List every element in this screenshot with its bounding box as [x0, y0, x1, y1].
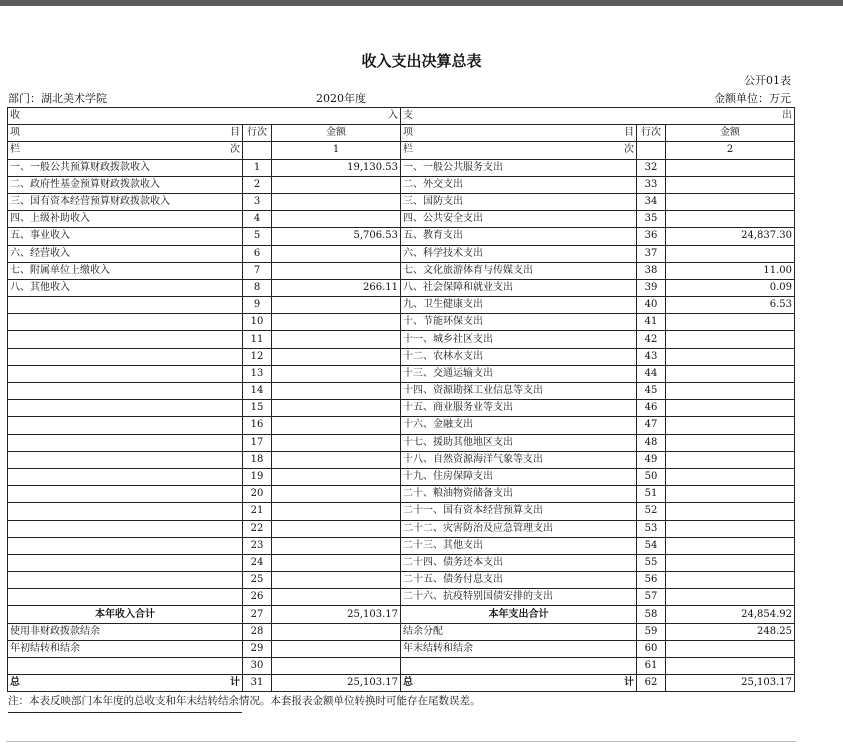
total-row — [8, 675, 795, 692]
income-amount — [272, 314, 401, 331]
expense-item-header: 项 目 — [401, 125, 637, 142]
bottom-divider — [6, 741, 796, 742]
income-amount — [272, 417, 401, 434]
subtotal-row — [8, 606, 795, 623]
income-item — [8, 486, 243, 503]
expense-row-no: 57 — [637, 589, 666, 606]
income-row-no: 17 — [243, 434, 272, 451]
expense-amount: 248.25 — [666, 623, 795, 640]
form-code: 公开01表 — [744, 74, 791, 87]
expense-item: 十八、自然资源海洋气象等支出 — [401, 451, 637, 468]
income-item — [8, 314, 243, 331]
expense-row-no: 40 — [637, 297, 666, 314]
expense-item: 八、社会保障和就业支出 — [401, 279, 637, 296]
expense-row-no: 41 — [637, 314, 666, 331]
income-row-no: 4 — [243, 211, 272, 228]
table-row — [8, 331, 795, 348]
expense-item: 十、节能环保支出 — [401, 314, 637, 331]
expense-amount — [666, 503, 795, 520]
expense-row-no: 32 — [637, 159, 666, 176]
expense-row-no: 61 — [637, 658, 666, 675]
expense-amount — [666, 417, 795, 434]
expense-amount — [666, 640, 795, 657]
income-row-no: 10 — [243, 314, 272, 331]
table-row — [8, 383, 795, 400]
income-row-no: 13 — [243, 365, 272, 382]
expense-row-no: 47 — [637, 417, 666, 434]
expense-col-number: 2 — [666, 142, 795, 159]
expense-amount — [666, 176, 795, 193]
expense-row-no: 50 — [637, 468, 666, 485]
expense-amount — [666, 434, 795, 451]
header-row-section — [8, 108, 795, 125]
footnote-underline — [8, 712, 242, 713]
expense-amount — [666, 486, 795, 503]
expense-row-no: 56 — [637, 572, 666, 589]
income-amount — [272, 520, 401, 537]
expense-amount — [666, 383, 795, 400]
expense-amount — [666, 245, 795, 262]
income-row-no: 30 — [243, 658, 272, 675]
expense-row-no: 42 — [637, 331, 666, 348]
income-amount — [272, 658, 401, 675]
expense-amount — [666, 537, 795, 554]
income-amount — [272, 554, 401, 571]
income-amount — [272, 589, 401, 606]
expense-item: 四、公共安全支出 — [401, 211, 637, 228]
expense-item: 二十三、其他支出 — [401, 537, 637, 554]
income-item — [8, 537, 243, 554]
expense-item: 十三、交通运输支出 — [401, 365, 637, 382]
expense-amount: 24,837.30 — [666, 228, 795, 245]
income-item — [8, 451, 243, 468]
table-row — [8, 554, 795, 571]
expense-amount — [666, 468, 795, 485]
expense-row-no: 35 — [637, 211, 666, 228]
expense-item: 九、卫生健康支出 — [401, 297, 637, 314]
income-item — [8, 554, 243, 571]
income-amount — [272, 434, 401, 451]
income-total-no: 31 — [243, 675, 272, 692]
expense-amount — [666, 400, 795, 417]
income-section-header: 收 入 — [8, 108, 401, 125]
expense-item: 一、一般公共服务支出 — [401, 159, 637, 176]
expense-row-no: 44 — [637, 365, 666, 382]
table-row — [8, 572, 795, 589]
expense-row-no: 46 — [637, 400, 666, 417]
expense-section-header: 支 出 — [401, 108, 795, 125]
header-row-columns — [8, 125, 795, 142]
expense-row-no: 59 — [637, 623, 666, 640]
expense-subtotal-amount: 24,854.92 — [666, 606, 795, 623]
expense-item — [401, 658, 637, 675]
expense-item: 十九、住房保障支出 — [401, 468, 637, 485]
table-row — [8, 400, 795, 417]
expense-row-no: 36 — [637, 228, 666, 245]
income-col-number: 1 — [272, 142, 401, 159]
table-row — [8, 314, 795, 331]
income-amount — [272, 383, 401, 400]
income-row-no: 9 — [243, 297, 272, 314]
expense-row-no: 48 — [637, 434, 666, 451]
income-amount-header: 金额 — [272, 125, 401, 142]
income-rowno-header: 行次 — [243, 125, 272, 142]
income-row-no: 26 — [243, 589, 272, 606]
income-row-no: 7 — [243, 262, 272, 279]
table-row — [8, 486, 795, 503]
income-amount — [272, 503, 401, 520]
expense-item: 十七、援助其他地区支出 — [401, 434, 637, 451]
expense-row-no: 45 — [637, 383, 666, 400]
table-row — [8, 159, 795, 176]
year-label: 2020年度 — [316, 92, 366, 105]
expense-row-no: 55 — [637, 554, 666, 571]
expense-amount: 11.00 — [666, 262, 795, 279]
income-item — [8, 658, 243, 675]
expense-amount — [666, 451, 795, 468]
expense-total-no: 62 — [637, 675, 666, 692]
income-amount — [272, 640, 401, 657]
expense-row-no: 53 — [637, 520, 666, 537]
income-item — [8, 572, 243, 589]
table-row — [8, 434, 795, 451]
budget-table — [7, 107, 795, 692]
expense-item: 十五、商业服务业等支出 — [401, 400, 637, 417]
table-row — [8, 503, 795, 520]
income-row-no: 28 — [243, 623, 272, 640]
table-row — [8, 417, 795, 434]
expense-item: 十一、城乡社区支出 — [401, 331, 637, 348]
expense-amount — [666, 572, 795, 589]
income-row-no: 1 — [243, 159, 272, 176]
income-item: 三、国有资本经营预算财政拨款收入 — [8, 193, 243, 210]
income-row-no: 8 — [243, 279, 272, 296]
income-row-no: 16 — [243, 417, 272, 434]
expense-subtotal-label: 本年支出合计 — [401, 606, 637, 623]
table-row — [8, 589, 795, 606]
income-item — [8, 400, 243, 417]
income-item — [8, 520, 243, 537]
expense-amount — [666, 520, 795, 537]
expense-item: 二、外交支出 — [401, 176, 637, 193]
expense-amount — [666, 589, 795, 606]
table-row — [8, 468, 795, 485]
income-item — [8, 417, 243, 434]
income-item — [8, 297, 243, 314]
income-item — [8, 331, 243, 348]
income-item: 七、附属单位上缴收入 — [8, 262, 243, 279]
expense-item: 二十二、灾害防治及应急管理支出 — [401, 520, 637, 537]
expense-item: 七、文化旅游体育与传媒支出 — [401, 262, 637, 279]
income-row-no: 3 — [243, 193, 272, 210]
income-amount — [272, 331, 401, 348]
expense-amount-header: 金额 — [666, 125, 795, 142]
expense-item: 六、科学技术支出 — [401, 245, 637, 262]
expense-amount — [666, 365, 795, 382]
table-row — [8, 279, 795, 296]
table-row — [8, 658, 795, 675]
expense-item: 二十一、国有资本经营预算支出 — [401, 503, 637, 520]
income-amount — [272, 572, 401, 589]
income-row-no: 5 — [243, 228, 272, 245]
income-amount — [272, 451, 401, 468]
expense-amount: 0.09 — [666, 279, 795, 296]
unit-label: 金额单位：万元 — [714, 92, 791, 105]
expense-row-no: 43 — [637, 348, 666, 365]
expense-amount — [666, 159, 795, 176]
income-row-no: 22 — [243, 520, 272, 537]
expense-row-no: 60 — [637, 640, 666, 657]
income-item: 一、一般公共预算财政拨款收入 — [8, 159, 243, 176]
income-amount — [272, 623, 401, 640]
income-item: 六、经营收入 — [8, 245, 243, 262]
expense-item: 年末结转和结余 — [401, 640, 637, 657]
income-item: 年初结转和结余 — [8, 640, 243, 657]
income-amount — [272, 245, 401, 262]
income-row-no: 24 — [243, 554, 272, 571]
income-row-no: 23 — [243, 537, 272, 554]
page-title: 收入支出决算总表 — [361, 52, 482, 70]
table-row — [8, 520, 795, 537]
expense-amount — [666, 193, 795, 210]
income-item-header: 项 目 — [8, 125, 243, 142]
expense-rowno-header: 行次 — [637, 125, 666, 142]
income-amount — [272, 176, 401, 193]
income-total-amount: 25,103.17 — [272, 675, 401, 692]
department-label: 部门：湖北美术学院 — [8, 92, 107, 105]
expense-item: 五、教育支出 — [401, 228, 637, 245]
income-amount: 266.11 — [272, 279, 401, 296]
income-amount — [272, 537, 401, 554]
header-row-index — [8, 142, 795, 159]
table-row — [8, 228, 795, 245]
income-item: 五、事业收入 — [8, 228, 243, 245]
table-row — [8, 211, 795, 228]
income-amount — [272, 486, 401, 503]
table-row — [8, 537, 795, 554]
expense-amount — [666, 348, 795, 365]
income-row-no: 29 — [243, 640, 272, 657]
income-row-no: 14 — [243, 383, 272, 400]
table-row — [8, 297, 795, 314]
expense-total-amount: 25,103.17 — [666, 675, 795, 692]
income-subtotal-label: 本年收入合计 — [8, 606, 243, 623]
income-amount — [272, 348, 401, 365]
expense-row-no: 52 — [637, 503, 666, 520]
income-row-no: 15 — [243, 400, 272, 417]
income-item: 使用非财政拨款结余 — [8, 623, 243, 640]
income-subtotal-no: 27 — [243, 606, 272, 623]
table-row — [8, 348, 795, 365]
expense-item: 十四、资源勘探工业信息等支出 — [401, 383, 637, 400]
expense-subtotal-no: 58 — [637, 606, 666, 623]
income-row-no: 18 — [243, 451, 272, 468]
table-row — [8, 365, 795, 382]
income-amount — [272, 211, 401, 228]
income-item — [8, 365, 243, 382]
income-col-index: 栏 次 — [8, 142, 243, 159]
income-row-no: 2 — [243, 176, 272, 193]
income-amount: 5,706.53 — [272, 228, 401, 245]
expense-row-no: 38 — [637, 262, 666, 279]
expense-item: 三、国防支出 — [401, 193, 637, 210]
expense-col-index: 栏 次 — [401, 142, 637, 159]
expense-item: 十二、农林水支出 — [401, 348, 637, 365]
income-item: 二、政府性基金预算财政拨款收入 — [8, 176, 243, 193]
income-row-no: 6 — [243, 245, 272, 262]
table-row — [8, 640, 795, 657]
income-amount — [272, 365, 401, 382]
income-amount — [272, 400, 401, 417]
income-item — [8, 468, 243, 485]
income-total-label: 总 计 — [8, 675, 243, 692]
table-row — [8, 193, 795, 210]
expense-row-no: 33 — [637, 176, 666, 193]
expense-row-no: 34 — [637, 193, 666, 210]
income-amount — [272, 297, 401, 314]
expense-item: 二十五、债务付息支出 — [401, 572, 637, 589]
expense-total-label: 总 计 — [401, 675, 637, 692]
expense-item: 二十四、债务还本支出 — [401, 554, 637, 571]
income-item — [8, 383, 243, 400]
expense-amount — [666, 211, 795, 228]
income-row-no: 12 — [243, 348, 272, 365]
income-item — [8, 503, 243, 520]
income-row-no: 20 — [243, 486, 272, 503]
expense-row-no: 51 — [637, 486, 666, 503]
table-row — [8, 623, 795, 640]
table-row — [8, 176, 795, 193]
expense-row-no: 54 — [637, 537, 666, 554]
expense-item: 二十、粮油物资储备支出 — [401, 486, 637, 503]
income-item: 四、上级补助收入 — [8, 211, 243, 228]
expense-item: 十六、金融支出 — [401, 417, 637, 434]
income-row-no: 25 — [243, 572, 272, 589]
expense-amount: 6.53 — [666, 297, 795, 314]
income-row-no: 21 — [243, 503, 272, 520]
top-bar — [0, 0, 843, 6]
expense-amount — [666, 331, 795, 348]
income-amount: 19,130.53 — [272, 159, 401, 176]
table-row — [8, 262, 795, 279]
expense-amount — [666, 314, 795, 331]
income-subtotal-amount: 25,103.17 — [272, 606, 401, 623]
expense-amount — [666, 554, 795, 571]
table-row — [8, 451, 795, 468]
table-row — [8, 245, 795, 262]
expense-amount — [666, 658, 795, 675]
expense-item: 结余分配 — [401, 623, 637, 640]
income-item — [8, 348, 243, 365]
income-row-no: 11 — [243, 331, 272, 348]
expense-row-no: 39 — [637, 279, 666, 296]
expense-row-no: 37 — [637, 245, 666, 262]
income-item — [8, 434, 243, 451]
income-row-no: 19 — [243, 468, 272, 485]
expense-item: 二十六、抗疫特别国债安排的支出 — [401, 589, 637, 606]
income-amount — [272, 193, 401, 210]
footnote: 注：本表反映部门本年度的总收支和年末结转结余情况。本套报表金额单位转换时可能存在尾数误差。 — [8, 695, 481, 707]
income-amount — [272, 262, 401, 279]
income-item: 八、其他收入 — [8, 279, 243, 296]
income-amount — [272, 468, 401, 485]
income-item — [8, 589, 243, 606]
expense-row-no: 49 — [637, 451, 666, 468]
